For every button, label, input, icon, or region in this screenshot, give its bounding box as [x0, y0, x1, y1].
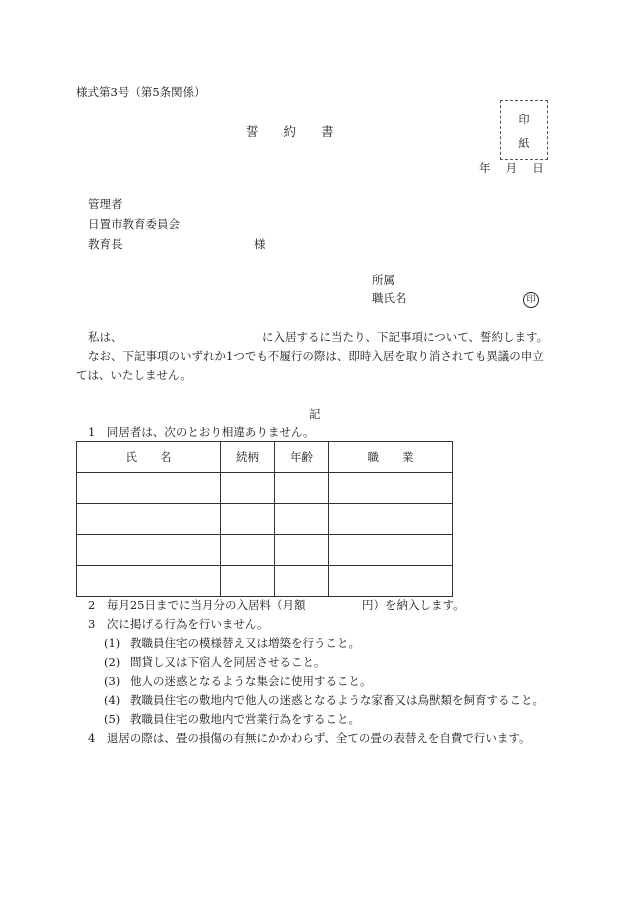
cell-relationship: [221, 566, 275, 597]
document-title: 誓 約 書: [246, 124, 334, 139]
table-row: [77, 504, 453, 535]
cell-name: [77, 535, 221, 566]
header-relationship: 続柄: [221, 442, 275, 473]
addressee-honorific: 様: [254, 237, 266, 251]
cell-age: [275, 473, 329, 504]
item-2-start: 2 毎月25日までに当月分の入居料（月額: [88, 598, 306, 612]
cell-name: [77, 504, 221, 535]
ki-heading: 記: [309, 407, 321, 421]
signer-affiliation-label: 所属: [372, 273, 395, 287]
header-age: 年齢: [275, 442, 329, 473]
cell-relationship: [221, 473, 275, 504]
sub-item-number: (3): [104, 674, 121, 688]
sub-item-text: 他人の迷惑となるような集会に使用すること。: [130, 674, 372, 688]
header-occupation: 職 業: [329, 442, 453, 473]
cell-relationship: [221, 504, 275, 535]
sub-item-text: 教職員住宅の敷地内で他人の迷惑となるような家畜又は鳥獣類を飼育すること。: [130, 693, 544, 707]
form-number: 様式第3号（第5条関係）: [76, 85, 206, 99]
item-4: 4 退居の際は、畳の損傷の有無にかかわらず、全ての畳の表替えを自費で行います。: [88, 731, 531, 745]
table-row: [77, 566, 453, 597]
cell-name: [77, 473, 221, 504]
item-1: 1 同居者は、次のとおり相違ありません。: [88, 425, 315, 439]
sub-item-number: (4): [104, 693, 121, 707]
sub-item-number: (5): [104, 712, 121, 726]
cell-relationship: [221, 535, 275, 566]
body-line-1-end: に入居するに当たり、下記事項について、誓約します。: [262, 330, 549, 344]
cell-name: [77, 566, 221, 597]
cell-occupation: [329, 504, 453, 535]
addressee-board: 日置市教育委員会: [88, 217, 180, 231]
addressee-superintendent: 教育長: [88, 237, 123, 251]
signer-name-label: 職氏名: [372, 291, 407, 305]
item-3: 3 次に掲げる行為を行いません。: [88, 617, 269, 631]
table-row: [77, 473, 453, 504]
sub-item-text: 教職員住宅の模様替え又は増築を行うこと。: [130, 636, 360, 650]
revenue-stamp-char-1: 印: [518, 113, 530, 126]
cell-occupation: [329, 566, 453, 597]
cohabitant-table: [76, 441, 453, 597]
seal-mark-icon: 印: [523, 292, 539, 308]
body-line-3: ては、いたしません。: [76, 368, 192, 382]
item-2-end: 円）を納入します。: [362, 598, 465, 612]
cell-age: [275, 535, 329, 566]
table-header-row: [77, 442, 453, 473]
sub-item-number: (2): [104, 655, 121, 669]
revenue-stamp-char-2: 紙: [518, 137, 530, 150]
addressee-manager: 管理者: [88, 197, 123, 211]
body-line-2: なお、下記事項のいずれか1つでも不履行の際は、即時入居を取り消されても異議の申立: [88, 349, 544, 363]
sub-item-number: (1): [104, 636, 121, 650]
table-row: [77, 535, 453, 566]
body-line-1-start: 私は、: [88, 330, 123, 344]
header-name: 氏 名: [77, 442, 221, 473]
cell-age: [275, 566, 329, 597]
cell-occupation: [329, 535, 453, 566]
revenue-stamp-box: [500, 100, 548, 160]
cell-age: [275, 504, 329, 535]
cell-occupation: [329, 473, 453, 504]
sub-item-text: 間貸し又は下宿人を同居させること。: [130, 655, 326, 669]
sub-item-text: 教職員住宅の敷地内で営業行為をすること。: [130, 712, 360, 726]
date-line: 年 月 日: [479, 161, 544, 175]
